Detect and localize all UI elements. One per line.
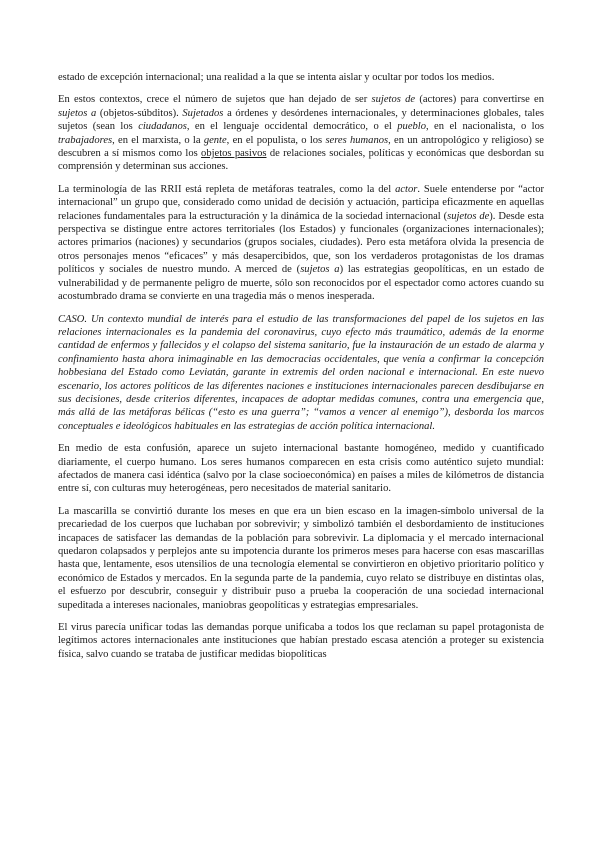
paragraph-confusion: En medio de esta confusión, aparece un sujeto internacional bastante homogéneo, medido y cuantificado diariamente, el cuerpo humano. Los seres humanos comparecen en esta crisis como auténtico sujeto mundial: afectados de manera casi idéntica (salvo por la clase socioeconómica) en países a miles de kilómetros de distancia entre sí, con culturas muy heterogéneas, pero necesitados de material sanitario. xyxy=(58,443,544,495)
text-column xyxy=(58,71,544,670)
paragraph-mask: La mascarilla se convirtió durante los meses en que era un bien escaso en la imagen-símbolo universal de la precariedad de los cuerpos que luchaban por sobrevivir; y simbolizó también el desbordamiento de instituciones incapaces de satisfacer las demandas de la población para sobrevivir. La diplomacia y el mercado internacional quedaron colapsados y perplejos ante su impotencia durante los primeros meses para hacerse con esas mascarillas hasta que, lentamente, esos utensilios de una tecnología elemental se convirtieron en objetivo prioritario político y económico de Estados y mercados. En la segunda parte de la pandemia, cuyo relato se distribuye en distintas olas, el esfuerzo por descubrir, conseguir y distribuir puso a prueba la cooperación de una sociedad internacional supeditada a intereses nacionales, maniobras geopolíticas y estrategias empresariales. xyxy=(58,505,544,611)
paragraph-virus: El virus parecía unificar todas las demandas porque unificaba a todos los que reclaman su papel protagonista de legítimos actores internacionales ante instituciones que habían prestado escasa atención a proteger su existencia física, salvo cuando se trataba de justificar medidas biopolíticas xyxy=(58,622,544,660)
paragraph-subjects: En estos contextos, crece el número de sujetos que han dejado de ser sujetos de (actores) para convertirse en sujetos a (objetos-súbditos). Sujetados a órdenes y desórdenes internacionales, y determinaciones globales, tales sujetos (sean los ciudadanos, en el lenguaje occidental democrático, o el pueblo, en el nacionalista, o los trabajadores, en el marxista, o la gente, en el populista, o los seres humanos, en un antropológico y religioso) se descubren a sí mismos como los objetos pasivos de relaciones sociales, políticas y económicas que desbordan su comprensión y determinan sus acciones. xyxy=(58,94,544,173)
paragraph-continuation: estado de excepción internacional; una realidad a la que se intenta aislar y ocultar por todos los medios. xyxy=(58,72,495,83)
paragraph-case-study: CASO. Un contexto mundial de interés para el estudio de las transformaciones del papel de los sujetos en las relaciones internacionales es la pandemia del coronavirus, cuyo efecto más traumático, además de la enorme cantidad de enfermos y fallecidos y el colapso del sistema sanitario, fue la instauración de un estado de alarma y confinamiento hasta ahora inimaginable en las democracias occidentales, que venía a confirmar la concepción hobbesiana del Estado como Leviatán, garante in extremis del orden nacional e internacional. En este nuevo escenario, los actores políticos de las diferentes naciones e instituciones internacionales parecen desdibujarse en sus decisiones, desde criterios diferentes, incapaces de adoptar medidas comunes, contra una emergencia que, más allá de las metáforas bélicas (“esto es una guerra”; “vamos a vencer al enemigo”), desborda los marcos conceptuales e ideológicos habituales en las estrategias de acción política internacional. xyxy=(58,313,544,432)
paragraph-terminology: La terminología de las RRII está repleta de metáforas teatrales, como la del actor. Suele entenderse por “actor internacional” un grupo que, considerado como unidad de decisión y actuación, participa eficazmente en aquellas relaciones fundamentales para la estructuración y la dinámica de la sociedad internacional (sujetos de). Desde esta perspectiva se distingue entre actores territoriales (los Estados) y funcionales (organizaciones internacionales); actores primarios (naciones) y secundarios (grupos sociales, ciudades). Pero esta metáfora olvida la presencia de otros personajes menos “eficaces” y más desapercibidos, que, son los verdaderos protagonistas de los dramas políticos y sociales de nuestro mundo. A merced de (sujetos a) las estrategias geopolíticas, en un estado de vulnerabilidad y de permanente peligro de muerte, sólo son reconocidos por el espectador como actores cuando su acostumbrado drama se convierte en una tragedia más o menos inesperada. xyxy=(58,183,544,303)
